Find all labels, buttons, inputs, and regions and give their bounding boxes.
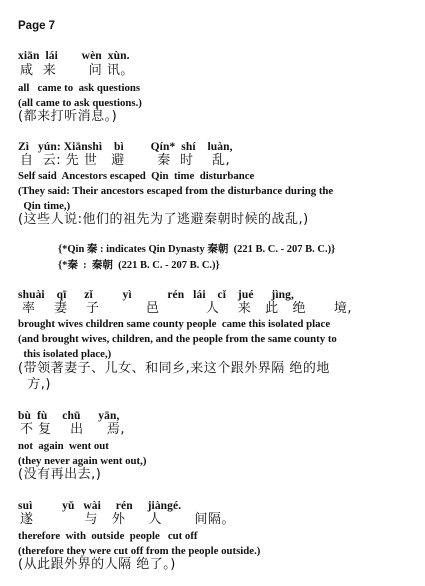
page-title: Page 7: [18, 20, 56, 32]
chinese-translation-line: (都来打听消息。): [18, 109, 118, 124]
translation-line: (they never again went out,): [18, 455, 147, 467]
hanzi-line: 自 云: 先 世 避 秦 时 乱,: [20, 153, 231, 168]
pinyin-line: shuài qī zǐ yì rén lái cǐ jué jìng,: [18, 289, 294, 301]
chinese-translation-line: (没有再出去,): [18, 467, 102, 482]
hanzi-line: 不 复 出 焉,: [20, 422, 125, 437]
translation-line: (therefore they were cut off from the people outside.): [18, 545, 261, 557]
chinese-translation-line: 方,): [18, 377, 51, 392]
gloss-line: all came to ask questions: [18, 82, 141, 94]
pinyin-line: suì yǔ wài rén jiàngé.: [18, 500, 182, 512]
translation-line: Qin time,): [18, 200, 71, 212]
footnote-line: {*Qin 秦 : indicates Qin Dynasty 秦朝 (221 B. C. - 207 B. C.)}: [58, 244, 336, 255]
translation-line: (They said: Their ancestors escaped from the disturbance during the: [18, 185, 334, 197]
gloss-line: brought wives children same county people came this isolated place: [18, 318, 331, 330]
translation-line: (all came to ask questions.): [18, 97, 142, 109]
chinese-translation-line: (这些人说:他们的祖先为了逃避秦朝时候的战乱,): [18, 212, 309, 227]
pinyin-line: xiān lái wèn xùn.: [18, 50, 130, 62]
translation-line: (and brought wives, children, and the people from the same county to: [18, 333, 337, 345]
chinese-translation-line: (从此跟外界的人隔 绝了。): [18, 557, 176, 572]
pinyin-line: bù fù chū yān,: [18, 410, 120, 422]
translation-line: this isolated place,): [18, 348, 112, 360]
hanzi-line: 率 妻 子 邑 人 来 此 绝 境,: [22, 301, 352, 316]
hanzi-line: 咸 来 问 讯。: [20, 63, 134, 78]
footnote-line: {*秦 : 秦朝 (221 B. C. - 207 B. C.)}: [58, 260, 220, 271]
gloss-line: not again went out: [18, 440, 109, 452]
chinese-translation-line: (带领著妻子、儿女、和同乡,来这个跟外界隔 绝的地: [18, 361, 330, 376]
gloss-line: Self said Ancestors escaped Qin time disturbance: [18, 170, 255, 182]
gloss-line: therefore with outside people cut off: [18, 530, 198, 542]
hanzi-line: 遂 与 外 人 间隔。: [20, 512, 235, 527]
pinyin-line: Zì yún: Xiānshì bì Qín* shí luàn,: [18, 141, 233, 153]
